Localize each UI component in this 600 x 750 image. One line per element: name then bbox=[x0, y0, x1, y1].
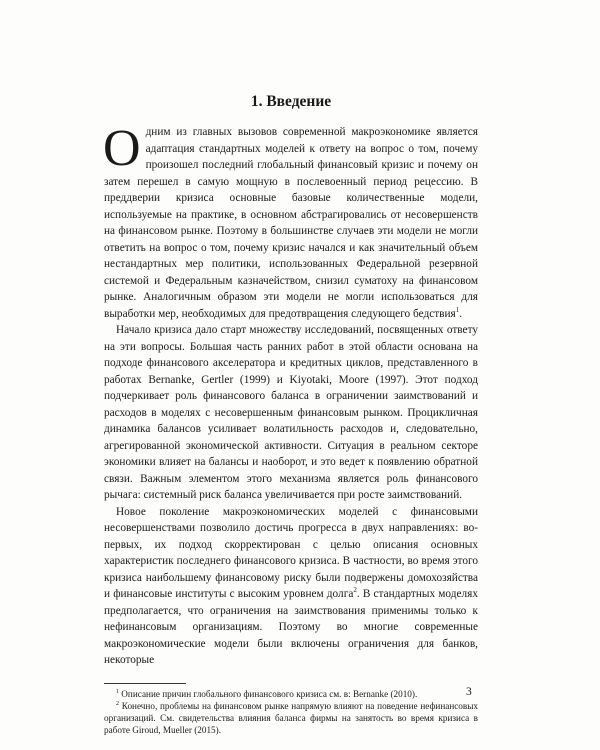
paragraph-literature bbox=[104, 322, 478, 504]
footnote-text: Конечно, проблемы на финансовом рынке напрямую влияют на поведение нефинансовых организаций. См. свидетельства влияния баланса фирмы на занятость во время кризиса в работе Giroud, Mueller (2015). bbox=[104, 700, 479, 735]
page-content bbox=[104, 92, 478, 736]
paragraph-tail: . В стандартных моделях предполагается, что ограничения на заимствования применимы только к нефинансовым организациям. Поэтому во многие современные макроэкономические модели были включены ограничения для банков, некоторые bbox=[104, 588, 479, 666]
footnote bbox=[104, 700, 478, 736]
footnote bbox=[104, 688, 478, 700]
paragraph-text: Начало кризиса дало старт множеству исследований, посвященных ответу на эти вопросы. Большая часть ранних работ в этой области основана на подходе финансового акселератора и кредитных циклов, представленного в работах Bernanke, Gertler (1999) и Kiyotaki, Moore (1997). Этот подход подчеркивает роль финансового баланса в ограничении заимствований и расходов в моделях с несовершенным финансовым рынком. Процикличная динамика балансов усиливает волатильность расходов и, следовательно, агрегированной экономической активности. Ситуация в реальном секторе экономики влияет на балансы и наоборот, и это ведет к появлению обратной связи. Важным элементом этого механизма является роль финансового рычага: системный риск баланса увеличивается при росте заимствований. bbox=[104, 324, 478, 501]
page-number: 3 bbox=[466, 686, 472, 698]
footnote-reference[interactable]: 2 bbox=[353, 586, 357, 595]
paragraph-text: дним из главных вызовов современной макроэкономике является адаптация стандартных моделей к ответу на вопрос о том, почему произошел последний глобальный финансовый кризис и почему он затем перешел в самую мощную в послевоенный период рецессию. В преддверии кризиса основные базовые количественные модели, используемые на практике, в основном абстрагировались от несовершенств на финансовом рынке. Поэтому в большинстве случаев эти модели не могли ответить на вопрос о том, почему кризис начался и как значительный объем нестандартных мер политики, использованных Федеральной резервной системой и Федеральным казначейством, снизил суматоху на финансовом рынке. Аналогичным образом эти модели не могли использоваться для выработки мер, необходимых для предотвращения следующего бедствия bbox=[104, 126, 478, 320]
drop-cap: О bbox=[103, 120, 141, 177]
paragraph-text: Новое поколение макроэкономических моделей с финансовыми несовершенствами позволило достичь прогресса в двух направлениях: во-первых, их подход скорректирован с целью описания основных характеристик последнего финансового кризиса. В частности, во время этого кризиса наибольшему финансовому риску были подвержены домохозяйства и финансовые институты с высоким уровнем долга bbox=[104, 505, 478, 600]
paragraph-tail: . bbox=[459, 307, 463, 320]
footnote-text: Описание причин глобального финансового кризиса см. в: Bernanke (2010). bbox=[121, 688, 418, 699]
section-heading: 1. Введение bbox=[250, 93, 332, 110]
footnote-mark: 2 bbox=[116, 700, 119, 707]
footnote-reference[interactable]: 1 bbox=[455, 305, 460, 314]
paragraph-intro bbox=[103, 120, 478, 322]
paragraph-new-models bbox=[104, 504, 478, 669]
footnote-divider bbox=[104, 683, 186, 684]
footnote-mark: 1 bbox=[116, 688, 119, 695]
